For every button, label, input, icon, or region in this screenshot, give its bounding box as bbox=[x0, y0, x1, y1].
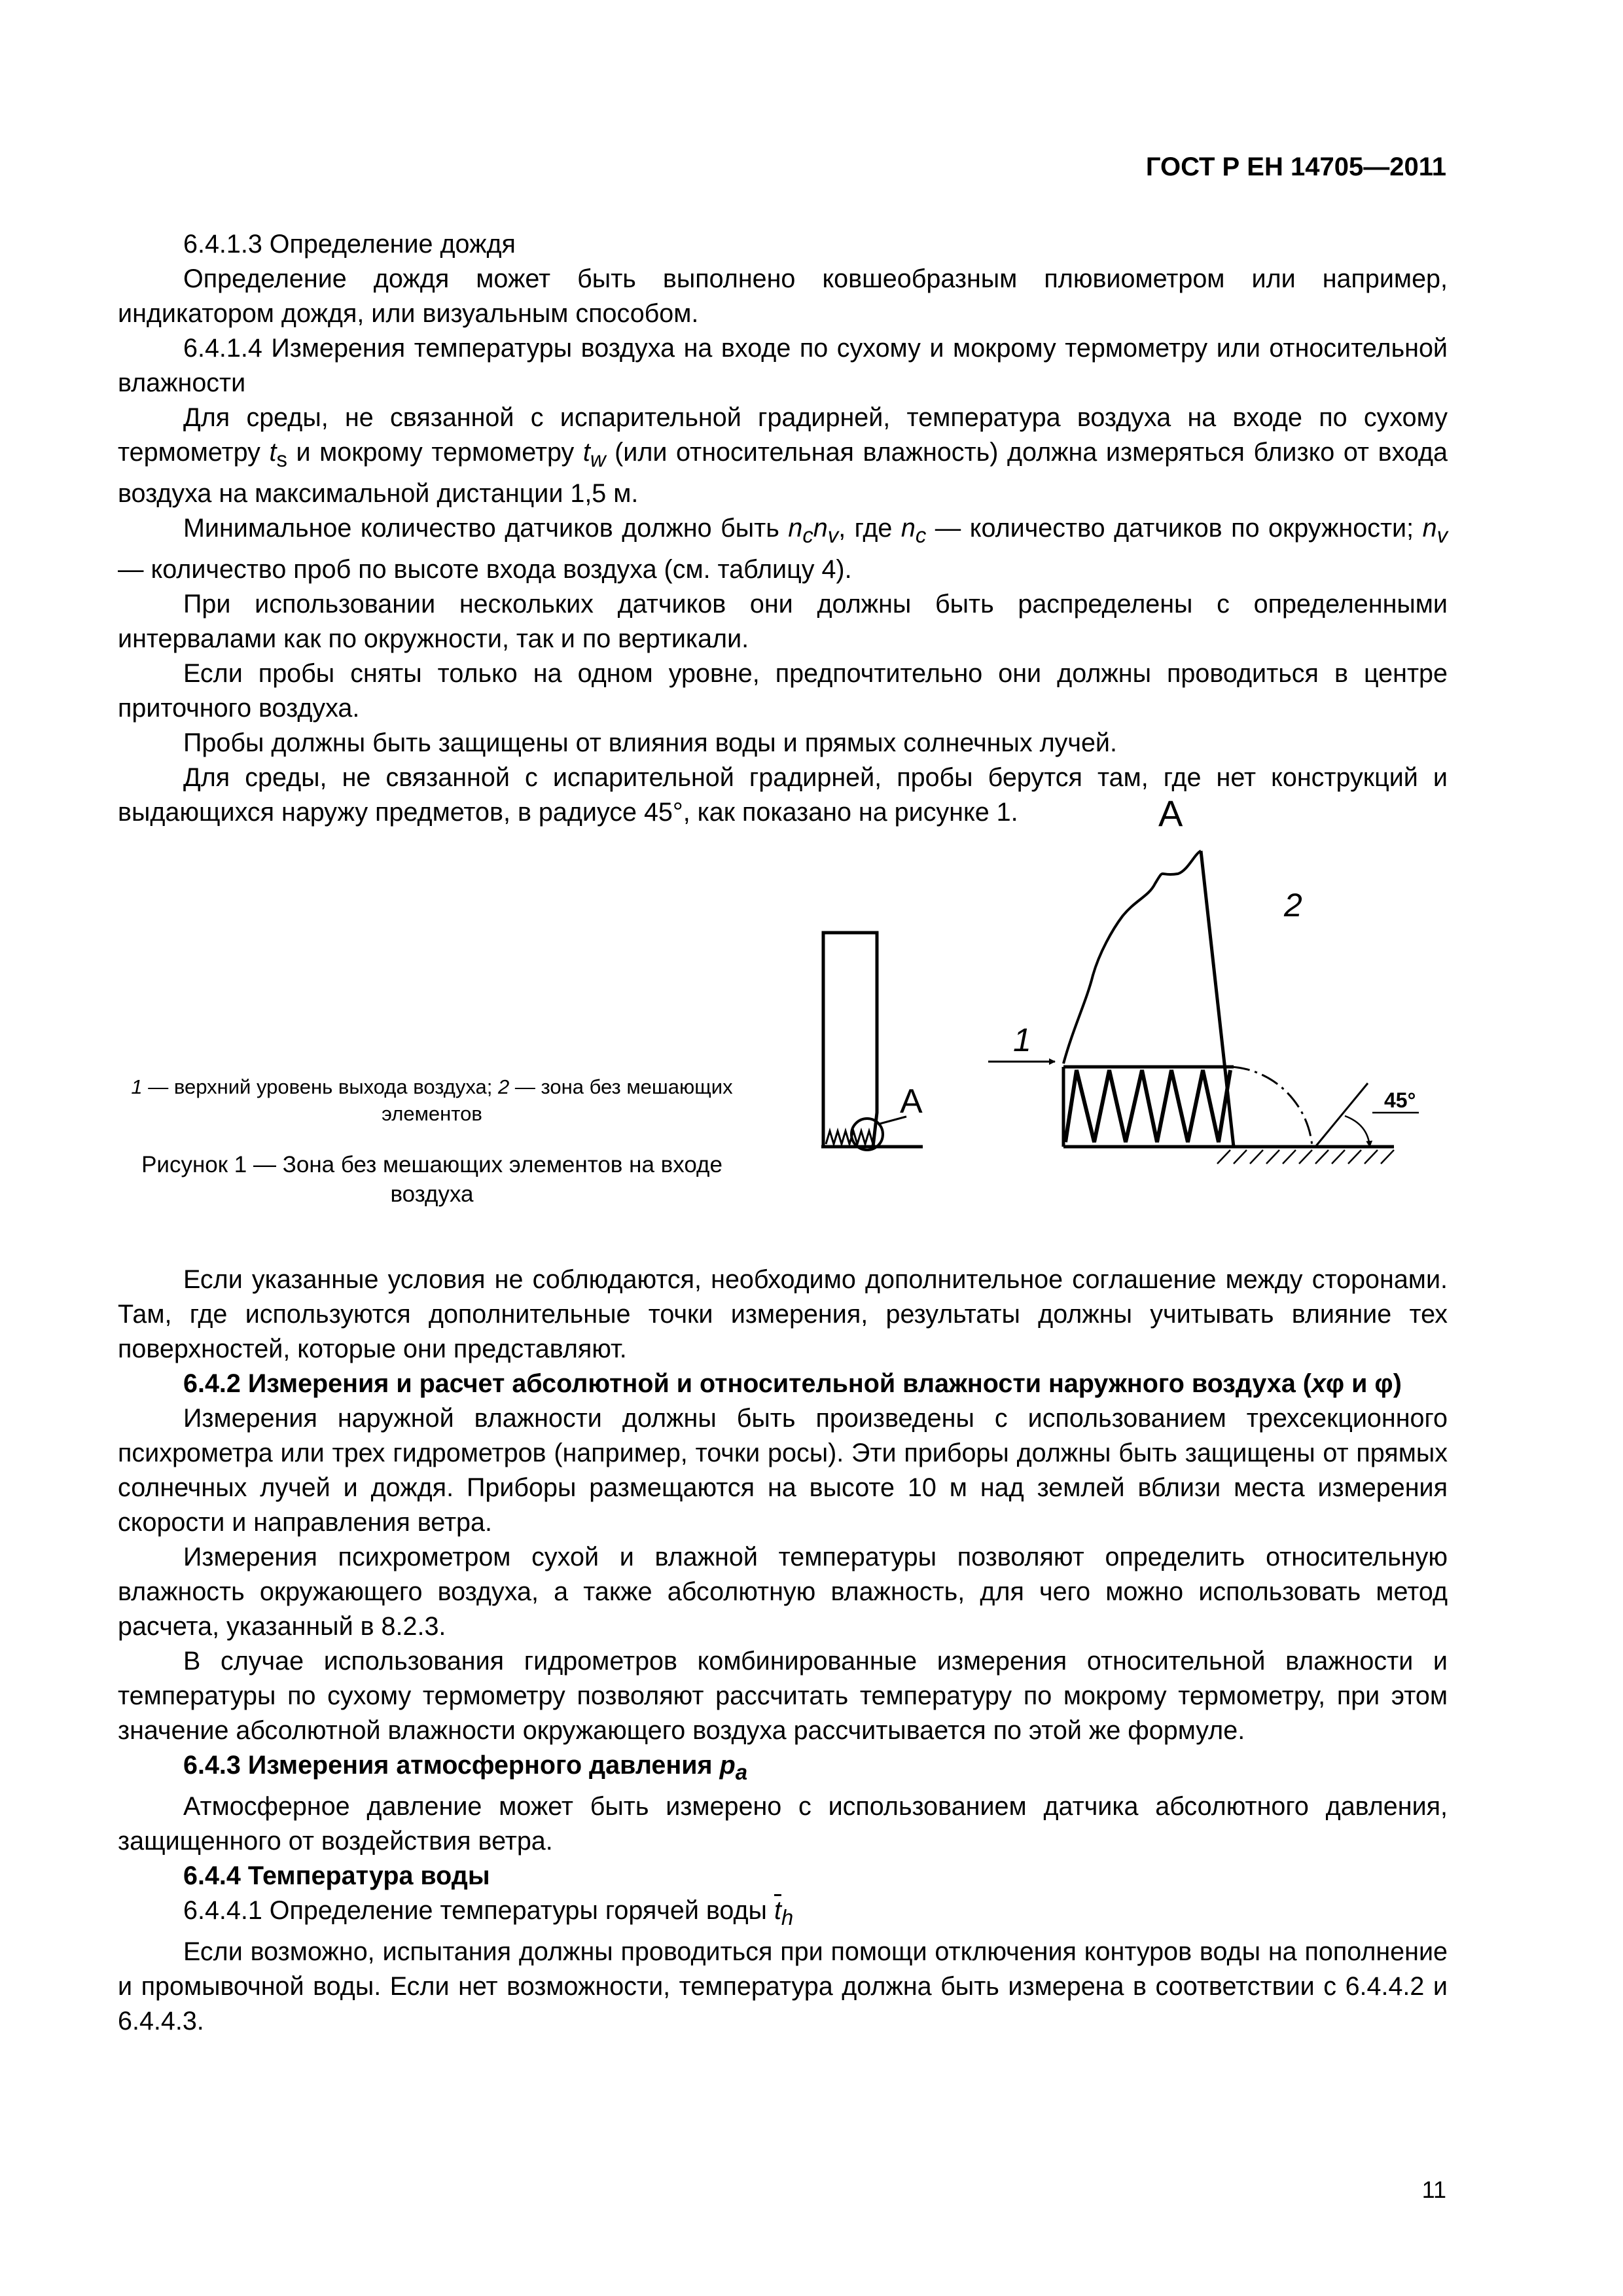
breakout-line bbox=[1063, 851, 1201, 1064]
fill-zigzag bbox=[1065, 1070, 1230, 1142]
paragraph: Определение дождя может быть выполнено ковшеобразным плювиометром или например, индикатором дождя, или визуальным способом. bbox=[118, 264, 1448, 328]
detail-a-drawing bbox=[988, 851, 1419, 1164]
figure-legend: 1 — верхний уровень выхода воздуха; 2 — зона без мешающих элементов bbox=[131, 1075, 733, 1125]
ground-hatching bbox=[1217, 1150, 1394, 1164]
paragraph: Если указанные условия не соблюдаются, необходимо дополнительное соглашение между сторонами. Там, где используются дополнительные точки измерения, результаты должны учитывать влияние тех поверхностей, которые они представляют. bbox=[118, 1265, 1448, 1363]
section-heading-6-4-2: 6.4.2 Измерения и расчет абсолютной и относительной влажности наружного воздуха (xφ и φ) bbox=[183, 1369, 1402, 1398]
paragraph: Пробы должны быть защищены от влияния воды и прямых солнечных лучей. bbox=[183, 728, 1117, 757]
angle-arc bbox=[1345, 1116, 1370, 1147]
paragraph: Если пробы сняты только на одном уровне, предпочтительно они должны проводиться в центре приточного воздуха. bbox=[118, 658, 1448, 723]
document-header: ГОСТ Р ЕН 14705—2011 bbox=[1145, 152, 1446, 181]
paragraph: Измерения наружной влажности должны быть произведены с использованием трехсекционного психрометра или трех гидрометров (например, точки росы). Эти приборы должны быть защищены от прямых солнечных лучей и дождя. Приборы размещаются на высоте 10 м над землей вблизи места измерения скорости и направления ветра. bbox=[118, 1404, 1448, 1537]
text-block-lower bbox=[118, 1263, 1448, 2039]
paragraph: 6.4.1.3 Определение дождя bbox=[183, 230, 516, 259]
figure-title: Рисунок 1 — Зона без мешающих элементов на входе воздуха bbox=[141, 1152, 722, 1207]
label-1: 1 bbox=[1013, 1022, 1031, 1058]
paragraph: 6.4.1.4 Измерения температуры воздуха на входе по сухому и мокрому термометру или относительной влажности bbox=[118, 334, 1448, 397]
paragraph: Для среды, не связанной с испарительной градирней, пробы берутся там, где нет конструкций и выдающихся наружу предметов, в радиусе 45°, как показано на рисунке 1. bbox=[118, 762, 1448, 827]
detail-label-a-small: А bbox=[900, 1083, 923, 1121]
paragraph: Атмосферное давление может быть измерено с использованием датчика абсолютного давления, защищенного от воздействия ветра. bbox=[118, 1791, 1448, 1856]
clearance-arc bbox=[1232, 1067, 1312, 1147]
paragraph: В случае использования гидрометров комбинированные измерения относительной влажности и температуры по сухому термометру позволяют рассчитать температуру по мокрому термометру, при этом значение абсолютной влажности окружающего воздуха рассчитывается по этой же формуле. bbox=[118, 1647, 1448, 1745]
angle-label: 45° bbox=[1384, 1088, 1416, 1112]
section-heading-6-4-4: 6.4.4 Температура воды bbox=[183, 1861, 490, 1890]
section-heading-6-4-3: 6.4.3 Измерения атмосферного давления $p_a$ bbox=[183, 1751, 748, 1784]
paragraph: При использовании нескольких датчиков они должны быть распределены с определенными интервалами как по окружности, так и по вертикали. bbox=[118, 589, 1448, 653]
paragraph: Измерения психрометром сухой и влажной температуры позволяют определить относительную влажность окружающего воздуха, а также абсолютную влажность, для чего можно использовать метод расчета, указанный в 8.2.3. bbox=[118, 1543, 1448, 1641]
tower-wall-line bbox=[1201, 851, 1234, 1147]
detail-label-a-big: А bbox=[1158, 793, 1183, 834]
paragraph: Для среды, не связанной с испарительной градирней, температура воздуха на входе по сухому термометру $t_s$ и мокрому термометру $t_w$ (или относительная влажность) должна измеряться близко от входа воздуха на максимальной дистанции 1,5 м. bbox=[118, 403, 1448, 508]
page-number: 11 bbox=[1421, 2176, 1446, 2203]
paragraph: Минимальное количество датчиков должно быть $n_cn_v$, где $n_c$ — количество датчиков по окружности; $n_v$ — количество проб по высоте входа воздуха (см. таблицу 4). bbox=[118, 513, 1448, 584]
label-2: 2 bbox=[1284, 887, 1302, 924]
paragraph: Если возможно, испытания должны проводиться при помощи отключения контуров воды на пополнение и промывочной воды. Если нет возможности, температура должна быть измерена в соответствии с 6.4.4.2 и 6.4.4.3. bbox=[118, 1937, 1448, 2036]
angle-line bbox=[1315, 1083, 1368, 1147]
paragraph: 6.4.4.1 Определение температуры горячей воды $\overline{t}_h$ bbox=[183, 1895, 794, 1929]
